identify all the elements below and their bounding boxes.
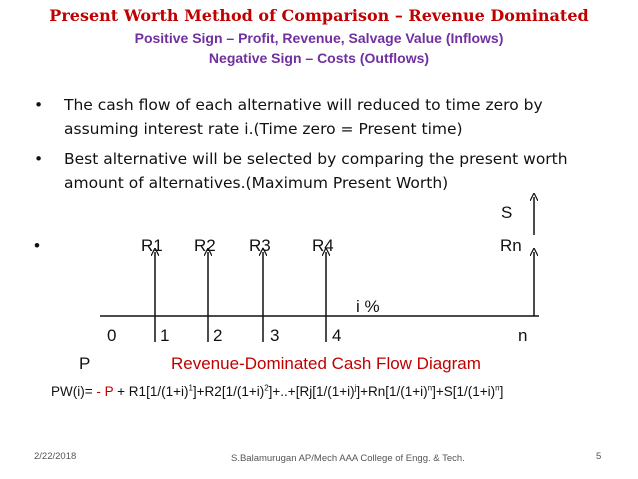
bullet-marker: • — [34, 236, 40, 255]
subtitle-positive-sign: Positive Sign – Profit, Revenue, Salvage Value (Inflows) — [134, 30, 504, 46]
formula-exp-s: n — [495, 383, 500, 393]
formula-end: ] — [499, 384, 504, 399]
formula-s: ]+S[1/(1+i) — [432, 384, 496, 399]
period-label-3: 3 — [270, 326, 280, 345]
formula-rn: ]+Rn[1/(1+i) — [356, 384, 428, 399]
page-number: 5 — [596, 451, 602, 462]
diagram-caption: Revenue-Dominated Cash Flow Diagram — [171, 354, 481, 373]
slide-title: Present Worth Method of Comparison – Revenue Dominated — [49, 6, 589, 25]
salvage-label: S — [501, 203, 513, 222]
bullet-text-1: The cash flow of each alternative will reduced to time zero by assuming interest rate i.(Time zero = Present time) — [64, 96, 543, 138]
revenue-label-r1: R1 — [141, 236, 163, 255]
subtitle-negative-sign: Negative Sign – Costs (Outflows) — [208, 50, 430, 66]
present-worth-label: P — [79, 354, 91, 373]
bullet-marker: • — [34, 150, 44, 168]
footer-author: S.Balamurugan AP/Mech AAA College of Engg. & Tech. — [231, 453, 465, 464]
interest-rate-label: i % — [356, 297, 380, 316]
formula-r1: + R1[1/(1+i) — [117, 384, 189, 399]
formula-lhs: PW(i)= — [51, 384, 93, 399]
formula-exp-2: 2 — [264, 383, 269, 393]
formula-r2: ]+R2[1/(1+i) — [192, 384, 265, 399]
bullet-marker: • — [34, 96, 44, 114]
formula-rj: ]+..+[Rj[1/(1+i) — [268, 384, 355, 399]
formula-exp-1: 1 — [188, 383, 193, 393]
bullet-text-2: Best alternative will be selected by comparing the present worth amount of alternatives.(Maximum Present Worth) — [64, 150, 568, 192]
period-label-4: 4 — [332, 326, 342, 345]
period-label-2: 2 — [213, 326, 223, 345]
period-label-1: 1 — [160, 326, 170, 345]
formula-exp-n: n — [427, 383, 433, 393]
revenue-label-r4: R4 — [312, 236, 334, 255]
revenue-label-rn: Rn — [500, 236, 522, 255]
period-label-n: n — [518, 326, 528, 345]
footer-date: 2/22/2018 — [34, 451, 77, 462]
formula-minus-p: - P — [96, 384, 114, 399]
formula-exp-j: j — [354, 383, 357, 393]
revenue-label-r2: R2 — [194, 236, 216, 255]
present-worth-formula — [51, 384, 503, 399]
revenue-label-r3: R3 — [249, 236, 271, 255]
period-label-0: 0 — [107, 326, 117, 345]
